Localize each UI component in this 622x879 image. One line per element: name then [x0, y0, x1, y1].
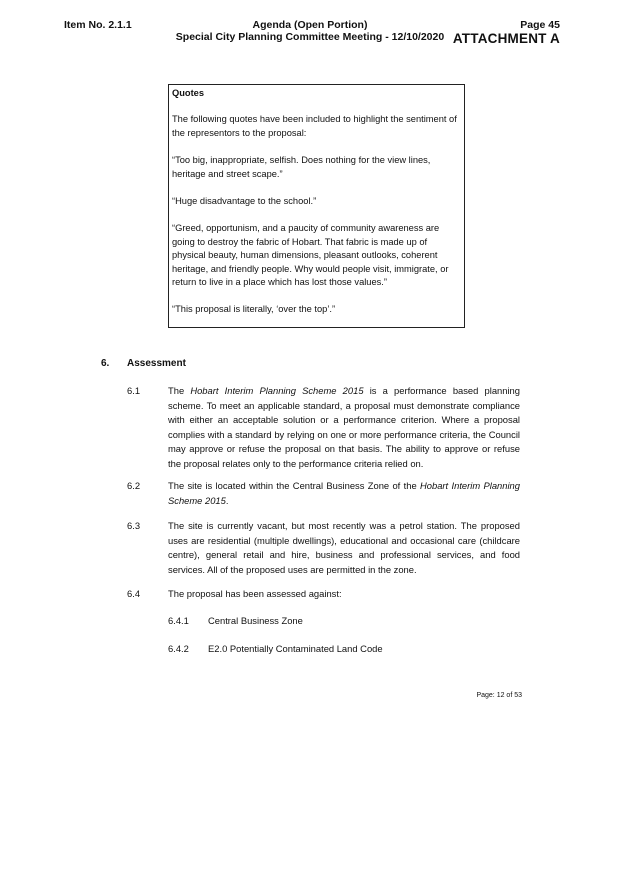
quotes-title: Quotes — [172, 88, 205, 98]
subitem-text: E2.0 Potentially Contaminated Land Code — [208, 643, 383, 654]
subitem-text: Central Business Zone — [208, 615, 303, 626]
subitem-number: 6.4.1 — [168, 615, 189, 626]
paragraph-text: The site is located within the Central Business Zone of the Hobart Interim Planning Scheme 2015. — [168, 480, 520, 506]
paragraph-number: 6.4 — [127, 588, 141, 599]
quote-item: “This proposal is literally, ‘over the top’.” — [172, 304, 336, 315]
section-title: Assessment — [127, 358, 186, 369]
page-number: Page 45 — [520, 19, 560, 31]
paragraph-number: 6.2 — [127, 480, 141, 491]
page-header — [453, 19, 560, 46]
agenda-header — [170, 19, 450, 43]
page-footer: Page: 12 of 53 — [476, 692, 522, 699]
quote-item: “Huge disadvantage to the school.” — [172, 196, 317, 207]
quote-item: “Too big, inappropriate, selfish. Does nothing for the view lines, heritage and street scape.” — [172, 155, 431, 179]
paragraph-number: 6.1 — [127, 385, 141, 396]
subitem-number: 6.4.2 — [168, 643, 189, 654]
paragraph-number: 6.3 — [127, 520, 141, 531]
meeting-title: Special City Planning Committee Meeting - 12/10/2020 — [175, 31, 445, 43]
quote-item: “Greed, opportunism, and a paucity of community awareness are going to destroy the fabric of Hobart. That fabric is made up of physical beauty, human dimensions, pleasant outlooks, coherent heritage, and friendly people. Why would people visit, immigrate, or return to live in a place which has lost those values.” — [172, 223, 449, 288]
agenda-title: Agenda (Open Portion) — [252, 19, 368, 31]
paragraph-text: The Hobart Interim Planning Scheme 2015 is a performance based planning scheme. To meet an applicable standard, a proposal must demonstrate compliance with either an acceptable solution or a performance criterion. Where a proposal complies with a standard by relying on one or more performance criteria, the Council may approve or refuse the proposal on that basis. The ability to approve or refuse the proposal relates only to the performance criteria relied on. — [168, 385, 520, 469]
scheme-name: Hobart Interim Planning Scheme 2015 — [190, 385, 364, 396]
section-number: 6. — [101, 358, 110, 369]
paragraph-text: The proposal has been assessed against: — [168, 588, 342, 599]
quotes-intro: The following quotes have been included to highlight the sentiment of the representors to the proposal: — [172, 114, 457, 138]
quotes-box — [168, 84, 465, 328]
attachment-label: ATTACHMENT A — [452, 31, 560, 46]
paragraph-text: The site is currently vacant, but most recently was a petrol station. The proposed uses are residential (multiple dwellings), educational and occasional care (childcare centre), general retail and hire, business and professional services, and food services. All of the proposed uses are permitted in the zone. — [168, 520, 520, 575]
item-number: Item No. 2.1.1 — [64, 19, 132, 31]
scheme-name: Hobart Interim Planning Scheme 2015 — [168, 480, 520, 506]
